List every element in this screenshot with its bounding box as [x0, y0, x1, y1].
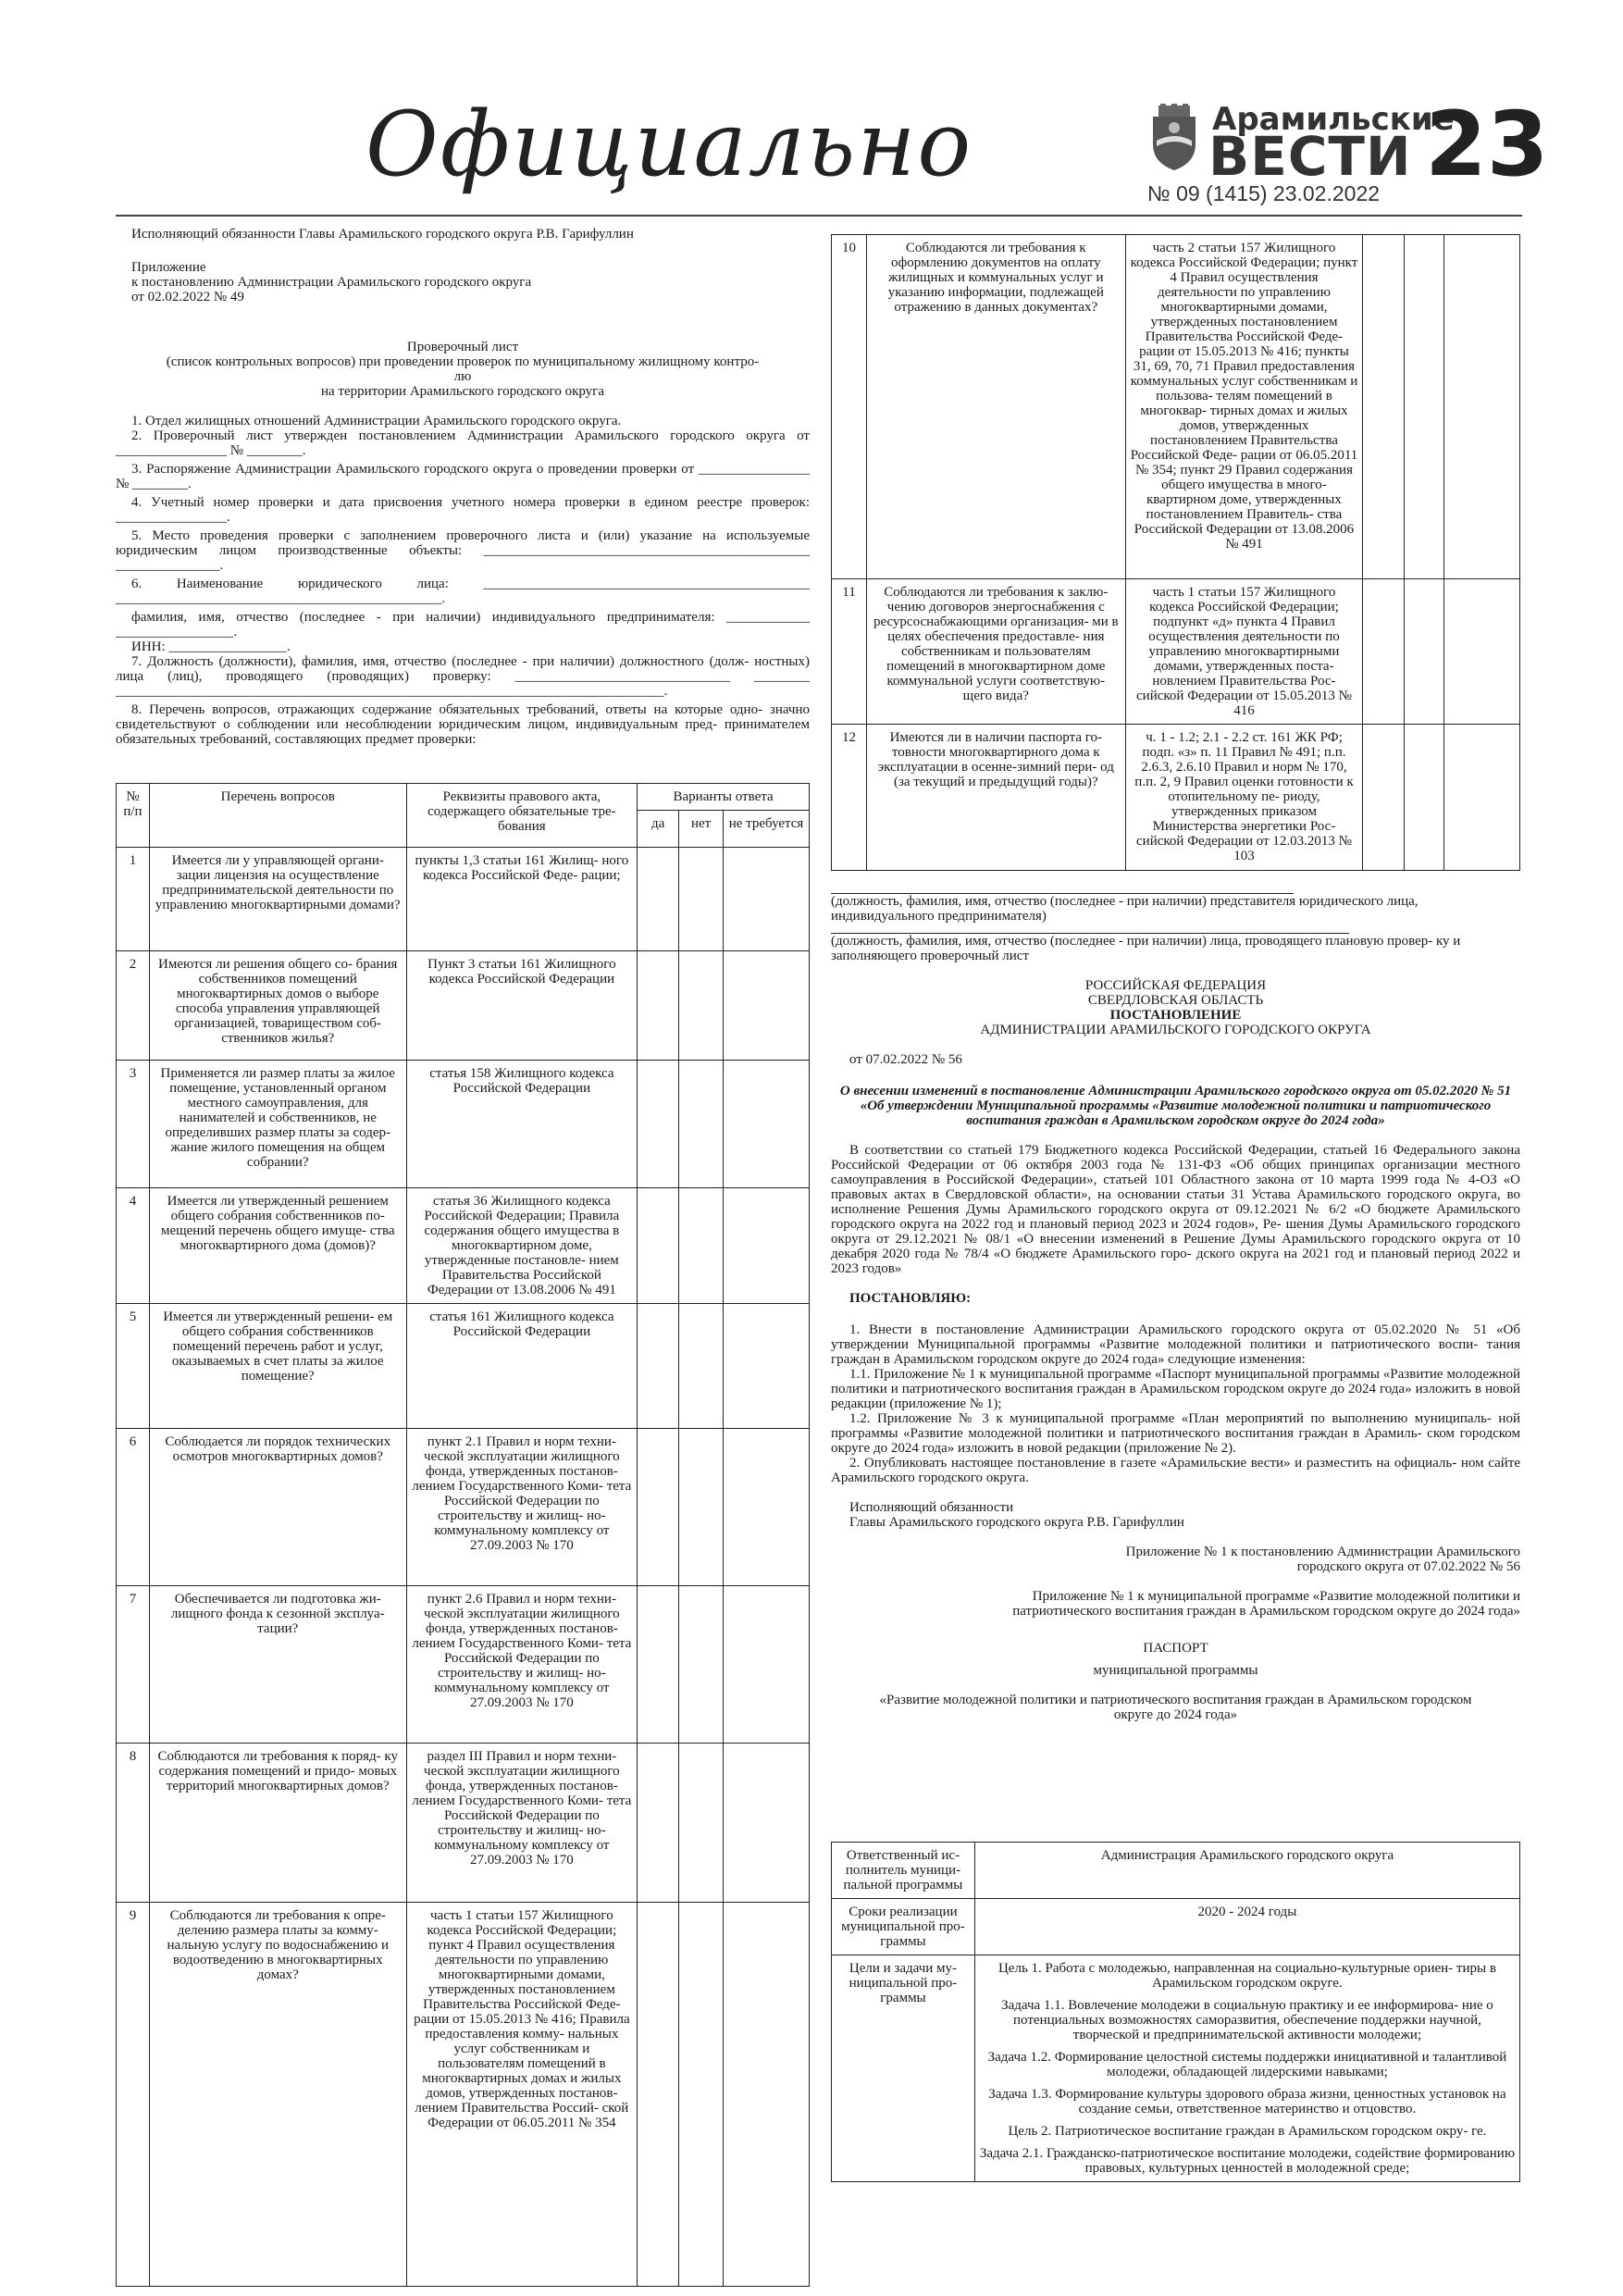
checklist-title-block — [116, 340, 810, 399]
document-type: ПОСТАНОВЛЕНИЕ — [1109, 1008, 1242, 1023]
checklist-subtitle: лю — [453, 369, 472, 384]
header-requisites: Реквизиты правового акта, содержащего обязательные тре- бования — [406, 784, 638, 848]
appendix-block — [131, 260, 810, 304]
checklist-table — [116, 783, 810, 2287]
row-question: Имеется ли утвержденный решением общего собрания собственников по- мещений перечень общего имуще- ства многоквартирного дома (домов)? — [149, 1188, 406, 1304]
checklist-items — [116, 414, 810, 747]
right-column — [831, 893, 1520, 1722]
answer-na-cell[interactable] — [1444, 725, 1520, 871]
list-item: 4. Учетный номер проверки и дата присвоения учетного номера проверки в едином реестре проверок: ________________. — [116, 495, 810, 525]
checklist-table-continued — [831, 234, 1520, 871]
table-row — [117, 951, 810, 1061]
answer-no-cell[interactable] — [679, 1061, 724, 1188]
decree-date: от 07.02.2022 № 56 — [849, 1052, 962, 1067]
row-question: Соблюдаются ли требования к опре- делению размера платы за комму- нальную услугу по водоснабжению и водоотведению в многоквартирных домах? — [149, 1903, 406, 2287]
list-item: 8. Перечень вопросов, отражающих содержание обязательных требований, ответы на которые одно- значно свидетельствуют о соблюдении или несоблюдении юридическим лицом, индивидуальным пред- принимателем обязательных требований, составляющих предмет проверки: — [116, 702, 810, 747]
row-question: Обеспечивается ли подготовка жи- лищного фонда к сезонной эксплуа- тации? — [149, 1586, 406, 1744]
decree-paragraph: 1.1. Приложение № 1 к муниципальной программе «Паспорт муниципальной программы «Развитие молодежной политики и патриотического воспитания граждан в Арамильском городском округе до 2024 года» изложить в новой редакции (приложение № 1); — [831, 1367, 1520, 1411]
answer-yes-cell[interactable] — [638, 1586, 679, 1744]
answer-no-cell[interactable] — [679, 1429, 724, 1586]
brand-main: ВЕСТИ — [1208, 125, 1412, 188]
list-item: 1. Отдел жилищных отношений Администрации Арамильского городского округа. — [131, 414, 622, 428]
header-no: нет — [679, 811, 724, 848]
row-requisites: пункт 2.1 Правил и норм техни- ческой эксплуатации жилищного фонда, утвержденных постанов- лением Государственного Коми- тета Российской Федерации по строительству и жилищ- но-коммунальному комплексу от 27.09.2003 № 170 — [406, 1429, 638, 1586]
task-text: Задача 1.3. Формирование культуры здорового образа жизни, ценностных установок на создание семьи, ответственное материнство и отцовство. — [988, 2087, 1506, 2116]
answer-no-cell[interactable] — [1405, 725, 1444, 871]
appendix-note: Приложение № 1 к постановлению Администрации Арамильского городского округа от 07.02.2022 № 56 — [1125, 1545, 1520, 1574]
table-row — [832, 1955, 1520, 2182]
row-value — [974, 1955, 1519, 2182]
answer-na-cell[interactable] — [724, 848, 810, 951]
signature-caption: (должность, фамилия, имя, отчество (последнее - при наличии) представителя юридического лица, индивидуального предпринимателя) — [831, 894, 1419, 924]
list-item: фамилия, имя, отчество (последнее - при наличии) индивидуального предпринимателя: ____________ _________________. — [116, 610, 810, 639]
row-requisites: Пункт 3 статьи 161 Жилищного кодекса Российской Федерации — [406, 951, 638, 1061]
resolve-heading: ПОСТАНОВЛЯЮ: — [849, 1291, 972, 1306]
answer-no-cell[interactable] — [679, 1744, 724, 1903]
left-column — [116, 227, 810, 747]
country-heading: РОССИЙСКАЯ ФЕДЕРАЦИЯ — [1084, 978, 1267, 993]
signature-caption: (должность, фамилия, имя, отчество (последнее - при наличии) лица, проводящего плановую провер- ку и заполняющего проверочный лист — [831, 934, 1461, 963]
checklist-title: Проверочный лист — [406, 340, 519, 354]
row-number: 7 — [117, 1586, 150, 1744]
table-row — [117, 1188, 810, 1304]
decree-header — [831, 978, 1520, 1037]
appendix-line: от 02.02.2022 № 49 — [131, 290, 244, 304]
task-text: Задача 1.2. Формирование целостной системы поддержки инициативной и талантливой молодежи, обладающей лидерскими навыками; — [987, 2050, 1507, 2079]
table-row — [117, 1061, 810, 1188]
answer-na-cell[interactable] — [724, 1188, 810, 1304]
signature-title: Исполняющий обязанности — [849, 1500, 1014, 1515]
decree-title: О внесении изменений в постановление Администрации Арамильского городского округа от 05.02.2020 № 51 «Об утверждении Муниципальной программы «Развитие молодежной политики и патриотического воспитания граждан в Арамильском городском округе до 2024 года» — [839, 1084, 1512, 1128]
row-question: Имеются ли решения общего со- брания собственников помещений многоквартирных домов о выборе способа управления управляющей организацией, товариществом соб- ственников жилья? — [149, 951, 406, 1061]
answer-no-cell[interactable] — [1405, 579, 1444, 725]
row-number: 2 — [117, 951, 150, 1061]
row-number: 8 — [117, 1744, 150, 1903]
header-divider — [116, 215, 1522, 217]
answer-no-cell[interactable] — [679, 848, 724, 951]
table-row — [117, 1304, 810, 1429]
answer-yes-cell[interactable] — [638, 848, 679, 951]
passport-title: ПАСПОРТ — [1143, 1641, 1208, 1656]
row-requisites: статья 158 Жилищного кодекса Российской Федерации — [406, 1061, 638, 1188]
answer-na-cell[interactable] — [724, 1304, 810, 1429]
row-value: 2020 - 2024 годы — [974, 1899, 1519, 1955]
row-label: Ответственный ис- полнитель муници- пальной программы — [832, 1843, 975, 1899]
list-item: 6. Наименование юридического лица: _______________________________________________ _______________________________________________. — [116, 577, 810, 606]
appendix-note: Приложение № 1 к муниципальной программе «Развитие молодежной политики и патриотического воспитания граждан в Арамильском городском округе до 2024 года» — [1012, 1589, 1520, 1619]
header-na: не требуется — [724, 811, 810, 848]
answer-no-cell[interactable] — [1405, 235, 1444, 579]
list-item: 5. Место проведения проверки с заполнением проверочного листа и (или) указание на используемые юридическим лицом производственные объекты: _______________________________________________ _______________. — [116, 528, 810, 573]
row-number: 3 — [117, 1061, 150, 1188]
row-number: 12 — [832, 725, 867, 871]
answer-na-cell[interactable] — [1444, 579, 1520, 725]
answer-na-cell[interactable] — [724, 951, 810, 1061]
program-name: «Развитие молодежной политики и патриотического воспитания граждан в Арамильском городском округе до 2024 года» — [879, 1693, 1472, 1722]
row-label: Сроки реализации муниципальной про- граммы — [832, 1899, 975, 1955]
answer-yes-cell[interactable] — [1363, 579, 1405, 725]
table-row — [117, 1429, 810, 1586]
brand-top: Арамильские — [1212, 101, 1455, 138]
decree-paragraph: 1. Внести в постановление Администрации Арамильского городского округа от 05.02.2020 № 51 «Об утверждении Муниципальной программы «Развитие молодежной политики и патриотического воспи- тания граждан в Арамильском городском округе до 2024 года» следующие изменения: — [831, 1322, 1520, 1367]
answer-yes-cell[interactable] — [638, 1061, 679, 1188]
row-requisites: раздел III Правил и норм техни- ческой эксплуатации жилищного фонда, утвержденных постанов- лением Государственного Коми- тета Российской Федерации по строительству и жилищ- но-коммунальному комплексу от 27.09.2003 № 170 — [406, 1744, 638, 1903]
row-number: 6 — [117, 1429, 150, 1586]
answer-na-cell[interactable] — [1444, 235, 1520, 579]
coat-of-arms-icon — [1147, 104, 1201, 172]
answer-no-cell[interactable] — [679, 1586, 724, 1744]
answer-no-cell[interactable] — [679, 1304, 724, 1429]
list-item: 7. Должность (должности), фамилия, имя, отчество (последнее - при наличии) должностного (долж- ностных) лица (лиц), проводящего (проводящих) проверку: _______________________________ ________ _______________________________________________________________________________. — [116, 654, 810, 699]
decree-preamble: В соответствии со статьей 179 Бюджетного кодекса Российской Федерации, статьей 16 Федерального закона Российской Федерации от 06 октября 2003 года № 131-ФЗ «Об общих принципах организации местного самоуправления в Российской Федерации», статьей 101 Областного закона от 10 марта 1999 года № 4-ОЗ «О правовых актах в Свердловской области», на основании статьи 31 Устава Арамильского городского округа, во исполнение Решения Думы Арамильского городского округа от 09.12.2021 № 6/2 «О бюджете Арамильского городского округа на 2022 год и плановый период 2023 и 2024 годов», Ре- шения Думы Арамильского городского округа от 29.12.2021 № 08/1 «О внесении изменений в Решение Думы Арамильского городского округа от 10 декабря 2020 года № 78/4 «О бюджете Арамильского горо- дского округа на 2021 год и плановый период 2022 и 2023 годов» — [831, 1143, 1520, 1276]
answer-yes-cell[interactable] — [638, 1429, 679, 1586]
header-question: Перечень вопросов — [149, 784, 406, 848]
table-row — [832, 725, 1520, 871]
list-item: 3. Распоряжение Администрации Арамильского городского округа о проведении проверки от ________________ № ________. — [116, 462, 810, 491]
goal-text: Цель 2. Патриотическое воспитание граждан в Арамильском городском окру- ге. — [1008, 2124, 1487, 2139]
section-title: Официально — [365, 93, 973, 196]
answer-no-cell[interactable] — [679, 1188, 724, 1304]
answer-na-cell[interactable] — [724, 1903, 810, 2287]
answer-yes-cell[interactable] — [1363, 725, 1405, 871]
answer-yes-cell[interactable] — [638, 1304, 679, 1429]
row-requisites: часть 1 статьи 157 Жилищного кодекса Российской Федерации; пункт 4 Правил осуществления деятельности по управлению многоквартирными домами, утвержденных постановлением Правительства Российской Феде- рации от 15.05.2013 № 416; Правила предоставления комму- нальных услуг собственникам и пользователям помещений в многоквартирных домах и жилых домов, утвержденных постанов- лением Правительства Россий- ской Федерации от 06.05.2011 № 354 — [406, 1903, 638, 2287]
appendix-line: Приложение — [131, 260, 206, 275]
row-number: 4 — [117, 1188, 150, 1304]
decree-paragraph: 1.2. Приложение № 3 к муниципальной программе «План мероприятий по выполнению муниципаль- ной программы «Развитие молодежной политики и патриотического воспитания граждан в Арамиль- ском городском округе до 2024 года» изложить в новой редакции (приложение № 2). — [831, 1411, 1520, 1456]
header-num: № п/п — [117, 784, 150, 848]
answer-yes-cell[interactable] — [1363, 235, 1405, 579]
row-question: Соблюдается ли порядок технических осмотров многоквартирных домов? — [149, 1429, 406, 1586]
row-requisites: часть 1 статьи 157 Жилищного кодекса Российской Федерации; подпункт «д» пункта 4 Правил осуществления деятельности по управлению многоквартирными домами, утвержденных поста- новлением Правительства Рос- сийской Федерации от 15.05.2013 № 416 — [1125, 579, 1363, 725]
table-row — [117, 1744, 810, 1903]
row-question: Имеется ли у управляющей органи- зации лицензия на осуществление предпринимательской деятельности по управлению многоквартирными домами? — [149, 848, 406, 951]
answer-yes-cell[interactable] — [638, 1903, 679, 2287]
task-text: Задача 2.1. Гражданско-патриотическое воспитание молодежи, содействие формированию правовых, культурных ценностей в молодежной среде; — [979, 2146, 1516, 2176]
row-number: 9 — [117, 1903, 150, 2287]
answer-no-cell[interactable] — [679, 1903, 724, 2287]
table-row — [117, 1586, 810, 1744]
row-number: 1 — [117, 848, 150, 951]
row-question: Соблюдаются ли требования к поряд- ку содержания помещений и придо- мовых территорий многоквартирных домов? — [149, 1744, 406, 1903]
row-question: Соблюдаются ли требования к оформлению документов на оплату жилищных и коммунальных услуг и указанию информации, подлежащей отражению в данных документах? — [866, 235, 1125, 579]
table-row — [832, 579, 1520, 725]
row-requisites: ч. 1 - 1.2; 2.1 - 2.2 ст. 161 ЖК РФ; подп. «з» п. 11 Правил № 491; п.п. 2.6.3, 2.6.10 Правил и норм № 170, п.п. 2, 9 Правил оценки готовности к отопительному пе- риоду, утвержденных приказом Министерства энергетики Рос- сийской Федерации от 12.03.2013 № 103 — [1125, 725, 1363, 871]
task-text: Задача 1.1. Вовлечение молодежи в социальную практику и ее информирова- ние о потенциальных возможностях саморазвития, обеспечение поддержки научной, творческой и предпринимательской активности молодежи; — [1001, 1998, 1493, 2042]
issuer-heading: АДМИНИСТРАЦИИ АРАМИЛЬСКОГО ГОРОДСКОГО ОКРУГА — [980, 1023, 1371, 1037]
row-question: Имеются ли в наличии паспорта го- товности многоквартирного дома к эксплуатации в осенне-зимний пери- од (за текущий и предыдущий годы)? — [866, 725, 1125, 871]
appendix-line: к постановлению Администрации Арамильского городского округа — [131, 275, 532, 290]
page-number: 23 — [1425, 93, 1549, 196]
answer-na-cell[interactable] — [724, 1429, 810, 1586]
decree-paragraph: 2. Опубликовать настоящее постановление в газете «Арамильские вести» и разместить на официаль- ном сайте Арамильского городского округа. — [831, 1456, 1520, 1485]
answer-no-cell[interactable] — [679, 951, 724, 1061]
row-requisites: пункт 2.6 Правил и норм техни- ческой эксплуатации жилищного фонда, утвержденных постанов- лением Государственного Коми- тета Российской Федерации по строительству и жилищ- но-коммунальному комплексу от 27.09.2003 № 170 — [406, 1586, 638, 1744]
table-header-row — [117, 784, 810, 811]
list-item: ИНН: _________________. — [131, 639, 291, 654]
checklist-subtitle: (список контрольных вопросов) при проведении проверок по муниципальному жилищному контро- — [166, 354, 760, 369]
answer-yes-cell[interactable] — [638, 1188, 679, 1304]
table-row — [117, 1903, 810, 2287]
table-row — [117, 848, 810, 951]
table-row — [832, 1899, 1520, 1955]
row-label: Цели и задачи му- ниципальной про- граммы — [832, 1955, 975, 2182]
row-value: Администрация Арамильского городского округа — [974, 1843, 1519, 1899]
header-answers: Варианты ответа — [638, 784, 810, 811]
list-item: 2. Проверочный лист утвержден постановлением Администрации Арамильского городского округа от ________________ № ________. — [116, 428, 810, 458]
row-question: Соблюдаются ли требования к заклю- чению договоров энергоснабжения с ресурсоснабжающими организация- ми в целях обеспечения предоставле- ния собственникам и пользователям помещений в многоквартирном доме коммунальной услуги соответствую- щего вида? — [866, 579, 1125, 725]
header-yes: да — [638, 811, 679, 848]
row-requisites: пункты 1,3 статьи 161 Жилищ- ного кодекса Российской Феде- рации; — [406, 848, 638, 951]
row-requisites: статья 36 Жилищного кодекса Российской Федерации; Правила содержания общего имущества в многоквартирном доме, утвержденные постановле- нием Правительства Российской Федерации от 13.08.2006 № 491 — [406, 1188, 638, 1304]
answer-na-cell[interactable] — [724, 1744, 810, 1903]
signature-title: Главы Арамильского городского округа Р.В. Гарифуллин — [849, 1515, 1184, 1530]
passport-subtitle: муниципальной программы — [1093, 1663, 1258, 1678]
row-question: Имеется ли утвержденный решени- ем общего собрания собственников помещений перечень работ и услуг, оказываемых в счет платы за жилое помещение? — [149, 1304, 406, 1429]
row-number: 5 — [117, 1304, 150, 1429]
table-row — [832, 235, 1520, 579]
goal-text: Цель 1. Работа с молодежью, направленная на социально-культурные ориен- тиры в Арамильском городском округе. — [997, 1961, 1496, 1991]
row-number: 10 — [832, 235, 867, 579]
row-question: Применяется ли размер платы за жилое помещение, установленный органом местного самоуправления, для нанимателей и собственников, не определивших размер платы за содер- жание жилого помещения на общем собрании? — [149, 1061, 406, 1188]
answer-na-cell[interactable] — [724, 1586, 810, 1744]
issue-number: № 09 (1415) 23.02.2022 — [1147, 181, 1381, 205]
answer-na-cell[interactable] — [724, 1061, 810, 1188]
row-number: 11 — [832, 579, 867, 725]
row-requisites: часть 2 статьи 157 Жилищного кодекса Российской Федерации; пункт 4 Правил осуществления деятельности по управлению многоквартирными домами, утвержденных постановлением Правительства Российской Феде- рации от 15.05.2013 № 416; пункты 31, 69, 70, 71 Правил предоставления коммунальных услуг собственникам и пользова- телям помещений в многоквар- тирных домах и жилых домов, утвержденных постановлением Правительства Российской Феде- рации от 06.05.2011 № 354; пункт 29 Правил содержания общего имущества в много- квартирном доме, утвержденных постановлением Правитель- ства Российской Федерации от 13.08.2006 № 491 — [1125, 235, 1363, 579]
region-heading: СВЕРДЛОВСКАЯ ОБЛАСТЬ — [1087, 993, 1264, 1008]
checklist-subtitle: на территории Арамильского городского округа — [321, 384, 604, 399]
row-requisites: статья 161 Жилищного кодекса Российской Федерации — [406, 1304, 638, 1429]
answer-yes-cell[interactable] — [638, 951, 679, 1061]
answer-yes-cell[interactable] — [638, 1744, 679, 1903]
table-row — [832, 1843, 1520, 1899]
signature-line: Исполняющий обязанности Главы Арамильского городского округа Р.В. Гарифуллин — [131, 227, 634, 242]
passport-table — [831, 1842, 1520, 2182]
